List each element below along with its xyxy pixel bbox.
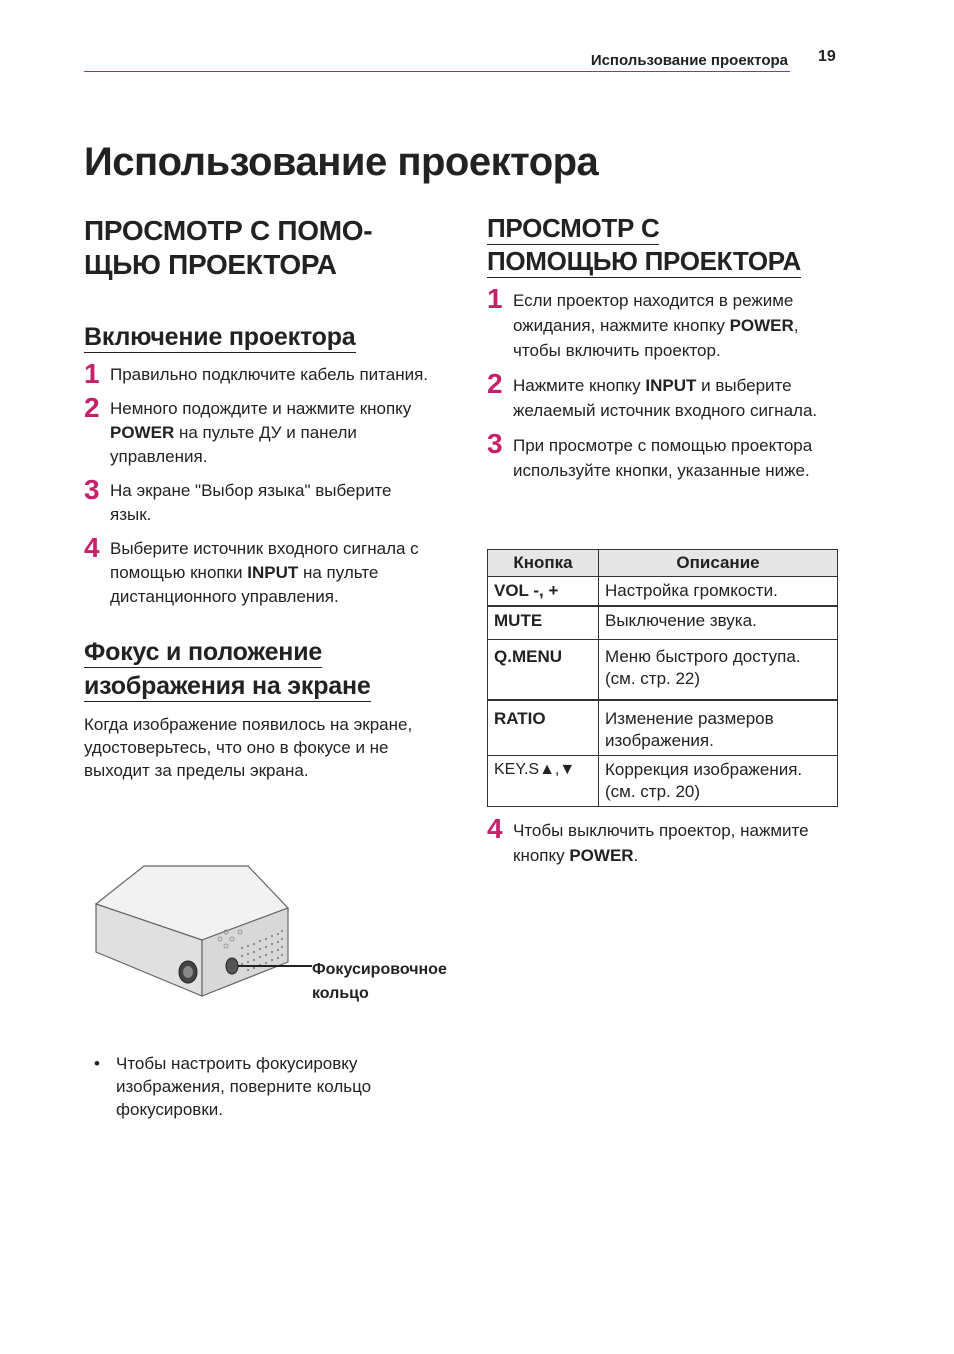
step-number: 4 xyxy=(84,532,100,563)
table-cell-desc: Выключение звука. xyxy=(599,606,838,640)
page-number: 19 xyxy=(818,48,836,65)
section-title-line: ПРОСМОТР С ПОМО- xyxy=(84,215,373,246)
running-header: Использование проектора xyxy=(590,52,788,69)
step-item xyxy=(84,358,434,389)
table-cell-key: MUTE xyxy=(488,606,599,640)
power-off-step xyxy=(487,813,837,868)
step-number: 2 xyxy=(487,368,503,399)
section-title-line: ЩЬЮ ПРОЕКТОРА xyxy=(84,249,337,280)
step-item xyxy=(487,283,842,363)
step-text: Немного подождите и нажмите кнопку xyxy=(110,399,412,418)
step-text: Чтобы выключить проектор, нажмите кнопку xyxy=(513,821,809,865)
step-text: Правильно подключите кабель питания. xyxy=(110,365,429,384)
left-column xyxy=(84,214,434,782)
table-cell-key: Q.MENU xyxy=(488,640,599,701)
focus-title xyxy=(84,635,434,703)
table-row xyxy=(488,700,838,756)
projector-illustration xyxy=(92,860,317,1005)
step-item xyxy=(487,368,842,423)
step-number: 1 xyxy=(487,283,503,314)
step-number: 3 xyxy=(84,474,100,505)
step-item xyxy=(84,532,434,609)
step-item xyxy=(487,813,837,868)
step-item xyxy=(487,428,842,483)
button-table xyxy=(487,549,838,807)
table-cell-desc: Коррекция изображения. (см. стр. 20) xyxy=(599,756,838,807)
step-text: При просмотре с помощью проектора используйте кнопки, указанные ниже. xyxy=(513,436,813,480)
step-text: на пульте ДУ и панели управления. xyxy=(110,423,357,466)
section-title-line: ПОМОЩЬЮ ПРОЕКТОРА xyxy=(487,246,801,276)
step-text: На экране "Выбор языка" выберите язык. xyxy=(110,481,392,524)
table-row xyxy=(488,756,838,807)
step-text: Выберите источник входного сигнала с помощью кнопки xyxy=(110,539,419,582)
section-title-left xyxy=(84,214,434,282)
page-title: Использование проектора xyxy=(84,140,599,184)
button-name: POWER xyxy=(569,846,634,865)
step-text: , чтобы включить проектор. xyxy=(513,316,799,360)
table-cell-desc: Изменение размеров изображения. xyxy=(599,700,838,756)
step-number: 1 xyxy=(84,358,100,389)
column-header: Описание xyxy=(599,550,838,577)
step-text: на пульте дистанционного управления. xyxy=(110,563,379,606)
table-header-row xyxy=(488,550,838,577)
button-name: INPUT xyxy=(247,563,299,582)
focus-description: Когда изображение появилось на экране, удостоверьтесь, что оно в фокусе и не выходит за пределы экрана. xyxy=(84,715,413,780)
right-column xyxy=(487,212,842,483)
power-on-title-text: Включение проектора xyxy=(84,323,356,351)
step-item xyxy=(84,474,434,527)
power-on-steps xyxy=(84,358,434,609)
button-name: POWER xyxy=(110,423,175,442)
focus-bullets xyxy=(92,1052,432,1121)
step-number: 2 xyxy=(84,392,100,423)
table-cell-desc: Настройка громкости. xyxy=(599,577,838,607)
table-cell-key: KEY.S▲,▼ xyxy=(488,756,599,807)
focus-title-line: изображения на экране xyxy=(84,672,371,700)
step-text: . xyxy=(633,846,639,865)
button-name: POWER xyxy=(729,316,794,335)
step-number: 4 xyxy=(487,813,503,844)
table-cell-key: VOL -, + xyxy=(488,577,599,607)
table-row xyxy=(488,606,838,640)
power-on-title xyxy=(84,320,434,354)
step-text: и выберите желаемый источник входного сигнала. xyxy=(513,376,818,420)
table-cell-key: RATIO xyxy=(488,700,599,756)
bullet-item: • Чтобы настроить фокусировку изображения, поверните кольцо фокусировки. xyxy=(92,1052,432,1121)
step-text: Если проектор находится в режиме ожидания, нажмите кнопку xyxy=(513,291,794,335)
viewing-steps xyxy=(487,283,842,483)
step-number: 3 xyxy=(487,428,503,459)
section-title-line: ПРОСМОТР С xyxy=(487,213,660,243)
table-cell-desc: Меню быстрого доступа. (см. стр. 22) xyxy=(599,640,838,701)
step-item xyxy=(84,392,434,469)
table-row xyxy=(488,577,838,607)
table-row xyxy=(488,640,838,701)
button-name: INPUT xyxy=(645,376,697,395)
section-title-right xyxy=(487,212,842,278)
focus-ring xyxy=(226,958,238,974)
focus-ring-label: Фокусировочное кольцо xyxy=(312,961,447,1002)
column-header: Кнопка xyxy=(488,550,599,577)
focus-title-line: Фокус и положение xyxy=(84,638,323,666)
header-divider xyxy=(84,71,790,72)
step-text: Нажмите кнопку xyxy=(513,376,646,395)
